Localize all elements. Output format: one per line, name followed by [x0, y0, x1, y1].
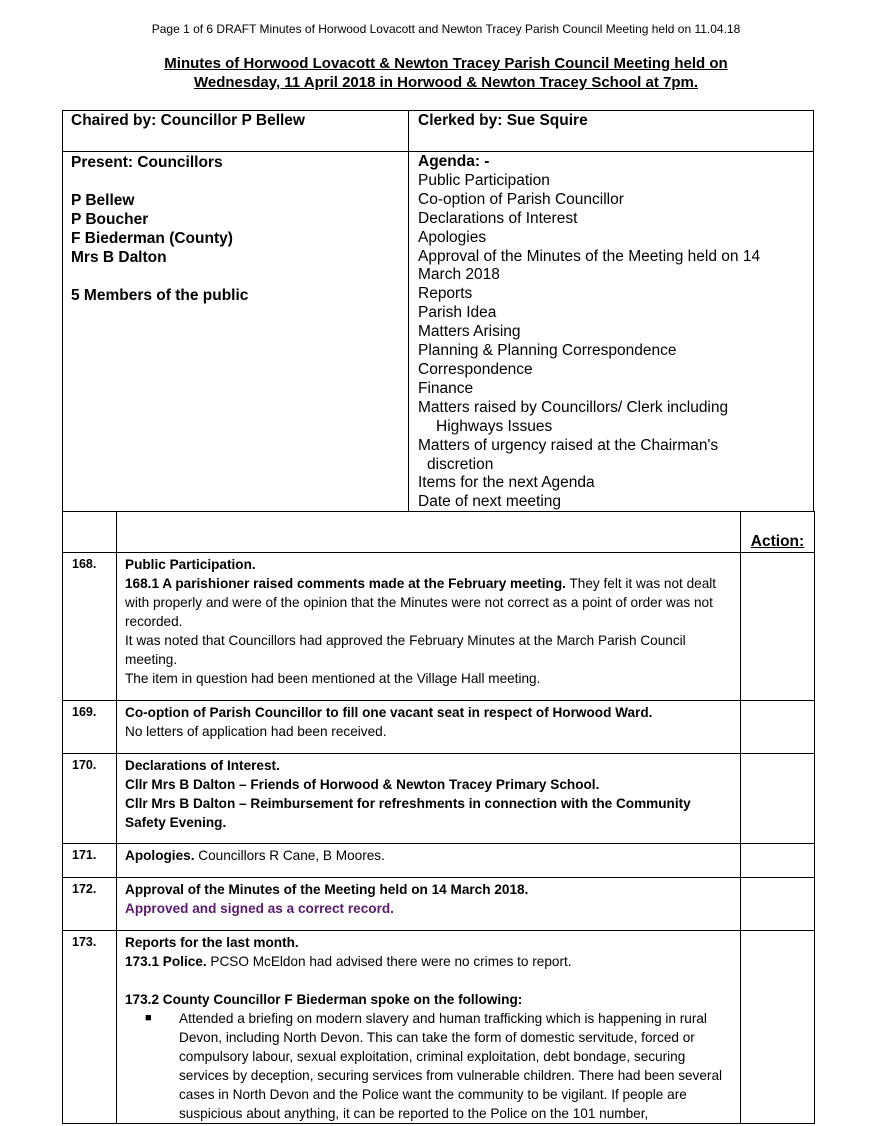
document-title: [0, 54, 892, 92]
minute-173: [63, 930, 814, 1123]
agenda-item: Correspondence: [418, 360, 533, 378]
agenda-cell: [409, 152, 813, 511]
minute-title: Apologies.: [125, 848, 195, 863]
present-agenda-row: [62, 151, 814, 512]
bullet-item: ■ Attended a briefing on modern slavery and human trafficking which is happening in rural Devon, including North Devon. This can take the form of domestic servitude, forced or compulsory labour, sexual exploitation, criminal exploitation, debt bondage, securing services by deception, securing services from vulnerable children. There had been several cases in North Devon and the Police want the community to be vigilant. If people are suspicious about anything, it can be reported to the Police on the 101 number,: [145, 1011, 723, 1121]
minute-168: [63, 552, 814, 700]
minutes-header-row: [63, 512, 814, 552]
agenda-item: Planning & Planning Correspondence: [418, 342, 677, 360]
members-of-public: 5 Members of the public: [71, 287, 249, 304]
minute-title: Approval of the Minutes of the Meeting held on 14 March 2018.: [125, 882, 529, 897]
minute-172: [63, 877, 814, 930]
minute-number: 169.: [63, 701, 117, 753]
approval-note: Approved and signed as a correct record.: [125, 901, 394, 916]
minute-title: Public Participation.: [125, 557, 256, 572]
agenda-item: Declarations of Interest: [418, 209, 578, 227]
minute-170: [63, 753, 814, 843]
minute-number: 171.: [63, 844, 117, 877]
chaired-by: Chaired by: Councillor P Bellew: [63, 111, 409, 151]
agenda-item: Matters Arising: [418, 323, 521, 341]
declaration-item: Cllr Mrs B Dalton – Reimbursement for refreshments in connection with the Community Safety Evening.: [125, 796, 691, 830]
action-cell: [740, 553, 814, 700]
minutes-table: [62, 511, 815, 1124]
agenda-item: March 2018: [418, 266, 500, 284]
agenda-item: Matters of urgency raised at the Chairman's: [418, 436, 719, 454]
minute-paragraph: The item in question had been mentioned at the Village Hall meeting.: [125, 671, 541, 686]
councillor-item: F Biederman (County): [71, 230, 233, 247]
square-bullet-icon: ■: [145, 1012, 152, 1024]
agenda-item: Highways Issues: [436, 417, 553, 435]
agenda-item: Public Participation: [418, 171, 550, 189]
councillor-item: P Boucher: [71, 211, 149, 228]
minute-paragraph: No letters of application had been received.: [125, 724, 387, 739]
minute-169: [63, 700, 814, 753]
agenda-item: Matters raised by Councillors/ Clerk including: [418, 398, 729, 416]
minute-title: Declarations of Interest.: [125, 758, 280, 773]
title-line-1: Minutes of Horwood Lovacott & Newton Tracey Parish Council Meeting held on: [164, 55, 728, 72]
minute-paragraph: It was noted that Councillors had approved the February Minutes at the March Parish Council meeting.: [125, 633, 686, 667]
minute-number: 172.: [63, 878, 117, 930]
chair-clerk-row: [62, 110, 814, 152]
action-cell: [740, 878, 814, 930]
agenda-heading: Agenda: -: [418, 153, 490, 170]
minute-paragraph: 168.1 A parishioner raised comments made at the February meeting. They felt it was not dealt with properly and were of the opinion that the Minutes were not correct as a point of order was not recorded.: [125, 576, 717, 629]
agenda-item: Apologies: [418, 228, 487, 246]
minute-paragraph: Apologies. Councillors R Cane, B Moores.: [125, 848, 385, 863]
minute-number: 168.: [63, 553, 117, 700]
agenda-item: Date of next meeting: [418, 493, 562, 511]
minute-title: Co-option of Parish Councillor to fill one vacant seat in respect of Horwood Ward.: [125, 705, 653, 720]
minute-171: [63, 843, 814, 877]
councillor-item: Mrs B Dalton: [71, 249, 167, 266]
minute-number: 170.: [63, 754, 117, 843]
action-cell: [740, 844, 814, 877]
action-cell: [740, 754, 814, 843]
agenda-item: Co-option of Parish Councillor: [418, 190, 624, 208]
agenda-item: Finance: [418, 379, 474, 397]
page-header: Page 1 of 6 DRAFT Minutes of Horwood Lovacott and Newton Tracey Parish Council Meeting held on 11.04.18: [151, 22, 741, 36]
title-line-2: Wednesday, 11 April 2018 in Horwood & Newton Tracey School at 7pm.: [193, 74, 699, 91]
present-cell: [63, 152, 409, 511]
police-report: 173.1 Police. PCSO McEldon had advised there were no crimes to report.: [125, 954, 572, 969]
action-column-header: Action:: [740, 512, 814, 552]
action-cell: [740, 931, 814, 1123]
minute-number: 173.: [63, 931, 117, 1123]
clerked-by: Clerked by: Sue Squire: [418, 112, 588, 129]
county-councillor-heading: 173.2 County Councillor F Biederman spoke on the following:: [125, 992, 523, 1007]
present-heading: Present: Councillors: [71, 154, 223, 171]
agenda-item: Parish Idea: [418, 304, 497, 322]
minute-title: Reports for the last month.: [125, 935, 299, 950]
declaration-item: Cllr Mrs B Dalton – Friends of Horwood & Newton Tracey Primary School.: [125, 777, 600, 792]
agenda-item: Approval of the Minutes of the Meeting held on 14: [418, 247, 761, 265]
agenda-item: discretion: [427, 455, 494, 473]
agenda-item: Reports: [418, 285, 473, 303]
councillor-item: P Bellew: [71, 192, 135, 209]
action-cell: [740, 701, 814, 753]
agenda-item: Items for the next Agenda: [418, 474, 595, 492]
